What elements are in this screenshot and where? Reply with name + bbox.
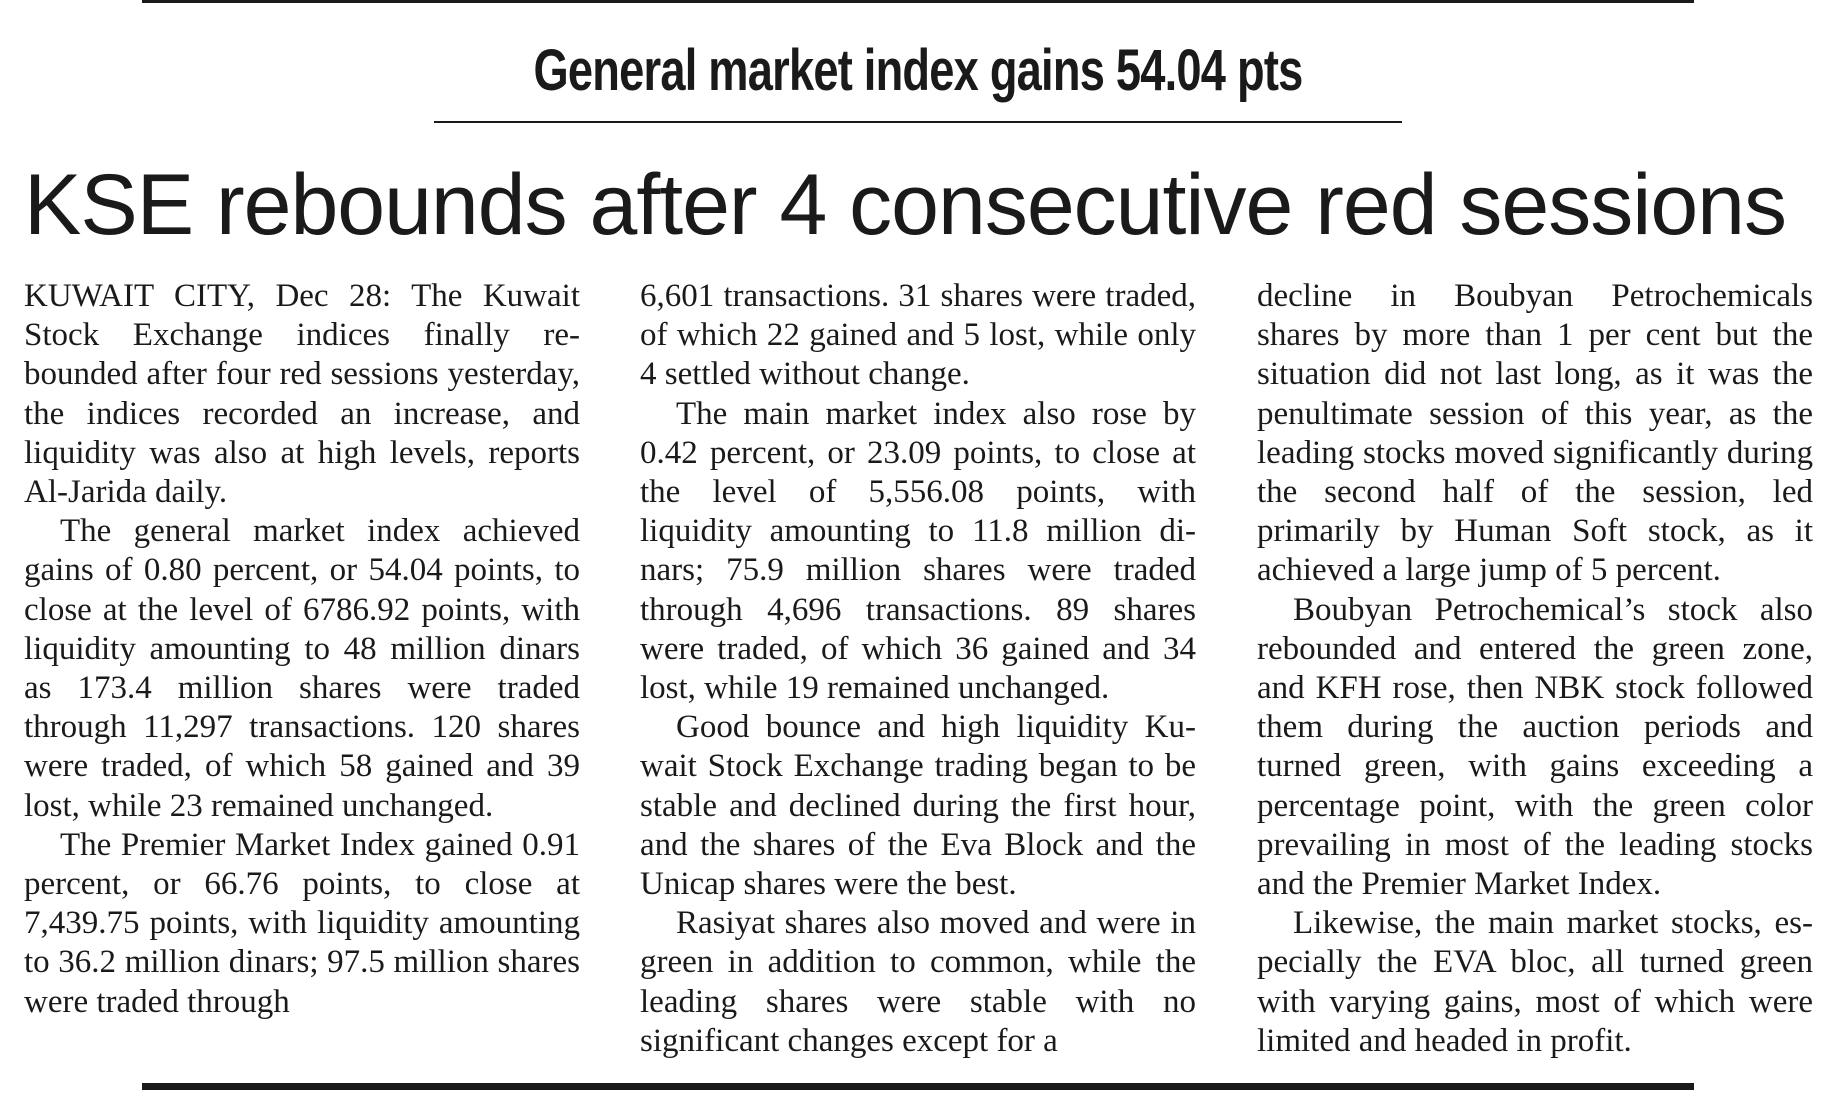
paragraph: Rasiyat shares also moved and were in green in addition to common, while the leading shares were stable with no significant changes except for a <box>640 905 1196 1059</box>
article-body <box>24 277 1814 1067</box>
bottom-rule <box>142 1083 1694 1090</box>
paragraph: The main market index also rose by 0.42 percent, or 23.09 points, to close at the level of 5,556.08 points, with liquidity amounting to 11.8 million dinars; 75.9 million shares were traded through 4,696 transactions. 89 shares were traded, of which 36 gained and 34 lost, while 19 remained unchanged. <box>640 395 1196 707</box>
article-column-3 <box>1257 277 1813 1061</box>
paragraph: Good bounce and high liquidity Kuwait Stock Exchange trading began to be stable and declined during the first hour, and the shares of the Eva Block and the Unicap shares were the best. <box>640 709 1196 903</box>
paragraph: The Premier Market Index gained 0.91 percent, or 66.76 points, to close at 7,439.75 points, with liquidity amounting to 36.2 million dinars; 97.5 million shares were traded through <box>24 826 580 1020</box>
paragraph: Likewise, the main market stocks, especially the EVA bloc, all turned green with varying gains, most of which were limited and headed in profit. <box>1257 905 1813 1059</box>
kicker-headline: General market index gains 54.04 pts <box>533 38 1303 103</box>
article-column-2 <box>640 277 1196 1061</box>
paragraph: The general market index achieved gains of 0.80 percent, or 54.04 points, to close at the level of 6786.92 points, with liquidity amounting to 48 million dinars as 173.4 million shares were traded through 11,297 transactions. 120 shares were traded, of which 58 gained and 39 lost, while 23 remained unchanged. <box>24 513 580 824</box>
paragraph: KUWAIT CITY, Dec 28: The Kuwait Stock Exchange indices finally rebounded after four red sessions yesterday, the indices recorded an increase, and liquidity was also at high levels, reports Al-Jarida daily. <box>24 278 580 511</box>
main-headline: KSE rebounds after 4 consecutive red sessions <box>24 157 1787 253</box>
kicker-underline <box>434 121 1402 123</box>
paragraph: decline in Boubyan Petrochemicals shares by more than 1 per cent but the situation did not last long, as it was the penultimate session of this year, as the leading stocks moved significantly during the second half of the session, led primarily by Human Soft stock, as it achieved a large jump of 5 percent. <box>1257 278 1813 589</box>
paragraph: 6,601 transactions. 31 shares were traded, of which 22 gained and 5 lost, while only 4 settled without change. <box>640 278 1196 393</box>
top-rule <box>142 0 1694 3</box>
article-column-1 <box>24 277 580 1022</box>
paragraph: Boubyan Petrochemical’s stock also rebounded and entered the green zone, and KFH rose, then NBK stock followed them during the auction periods and turned green, with gains exceeding a percentage point, with the green color prevailing in most of the leading stocks and the Premier Market Index. <box>1257 591 1813 903</box>
